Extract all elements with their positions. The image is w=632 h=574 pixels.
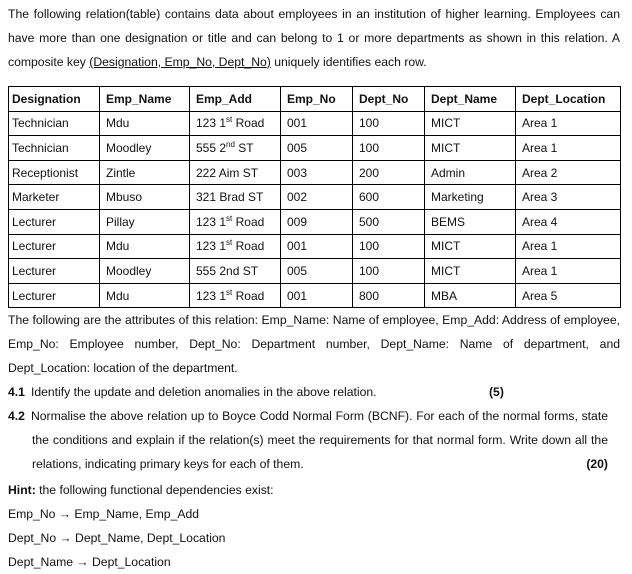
table-cell: 800 <box>353 283 425 308</box>
table-row <box>9 259 621 284</box>
table-cell: 123 1st Road <box>190 209 281 234</box>
table-cell: 555 2nd ST <box>190 136 281 161</box>
table-cell: Area 1 <box>516 259 621 284</box>
table-cell: Lecturer <box>9 209 100 234</box>
table-cell: Area 3 <box>516 185 621 210</box>
column-header: Designation <box>9 87 100 112</box>
table-cell: Mdu <box>100 111 190 136</box>
table-cell: 100 <box>353 234 425 259</box>
table-cell: Area 4 <box>516 209 621 234</box>
table-cell: Area 5 <box>516 283 621 308</box>
table-row <box>9 160 621 185</box>
table-cell: 001 <box>281 234 353 259</box>
functional-dependency: Dept_Name → Dept_Location <box>8 555 171 569</box>
table-row <box>9 111 621 136</box>
table-cell: MICT <box>425 136 516 161</box>
table-cell: Zintle <box>100 160 190 185</box>
table-row <box>9 136 621 161</box>
table-cell: 002 <box>281 185 353 210</box>
table-cell: 003 <box>281 160 353 185</box>
hint-line <box>8 478 274 502</box>
table-cell: 321 Brad ST <box>190 185 281 210</box>
table-cell: 123 1st Road <box>190 111 281 136</box>
intro-paragraph <box>8 2 620 74</box>
table-cell: Admin <box>425 160 516 185</box>
question-text: Identify the update and deletion anomalies in the above relation. <box>30 385 377 399</box>
table-cell: Mbuso <box>100 185 190 210</box>
table-cell: 100 <box>353 136 425 161</box>
intro-text-end: uniquely identifies each row. <box>270 55 427 69</box>
question-marks: (5) <box>489 385 504 399</box>
table-cell: 100 <box>353 111 425 136</box>
table-cell: 009 <box>281 209 353 234</box>
table-cell: 005 <box>281 259 353 284</box>
table-cell: Receptionist <box>9 160 100 185</box>
column-header: Emp_Name <box>100 87 190 112</box>
table-cell: Area 1 <box>516 234 621 259</box>
table-cell: MBA <box>425 283 516 308</box>
column-header: Dept_No <box>353 87 425 112</box>
hint-text: the following functional dependencies exist: <box>35 483 274 497</box>
table-header-row <box>9 87 621 112</box>
hint-label: Hint: <box>8 483 36 497</box>
table-cell: Moodley <box>100 259 190 284</box>
table-cell: 100 <box>353 259 425 284</box>
table-cell: Lecturer <box>9 234 100 259</box>
table-cell: MICT <box>425 259 516 284</box>
table-cell: Lecturer <box>9 259 100 284</box>
table-cell: 123 1st Road <box>190 234 281 259</box>
question-marks: (20) <box>586 457 608 471</box>
table-cell: Mdu <box>100 234 190 259</box>
table-body <box>9 111 621 308</box>
table-cell: Lecturer <box>9 283 100 308</box>
table-row <box>9 283 621 308</box>
table-cell: MICT <box>425 111 516 136</box>
table-cell: Area 1 <box>516 136 621 161</box>
column-header: Emp_Add <box>190 87 281 112</box>
table-cell: 123 1st Road <box>190 283 281 308</box>
question-text: Normalise the above relation up to Boyce Codd Normal Form (BCNF). For each of the normal forms, state the conditions and explain if the relation(s) meet the requirements for that normal form. Write down all the relations, indicating primary keys for each of them. <box>30 409 608 471</box>
employee-relation-table <box>8 86 621 308</box>
table-cell: Marketer <box>9 185 100 210</box>
table-cell: Area 2 <box>516 160 621 185</box>
table-row <box>9 185 621 210</box>
column-header: Dept_Location <box>516 87 621 112</box>
functional-dependency: Dept_No → Dept_Name, Dept_Location <box>8 531 226 545</box>
table-cell: 500 <box>353 209 425 234</box>
column-header: Dept_Name <box>425 87 516 112</box>
question-number: 4.1 <box>8 385 25 399</box>
table-cell: 001 <box>281 283 353 308</box>
table-cell: Mdu <box>100 283 190 308</box>
table-cell: Pillay <box>100 209 190 234</box>
table-cell: 001 <box>281 111 353 136</box>
table-cell: BEMS <box>425 209 516 234</box>
composite-key: (Designation, Emp_No, Dept_No) <box>89 55 271 69</box>
attributes-paragraph: The following are the attributes of this relation: Emp_Name: Name of employee, Emp_Add: Address of employee, Emp_No: Employee number, Dept_No: Department number, Dept_Name: Name of department, and Dept_Location: location of the department. <box>8 313 620 375</box>
functional-dependency: Emp_No → Emp_Name, Emp_Add <box>8 507 200 521</box>
question-number: 4.2 <box>8 409 25 423</box>
table-cell: 222 Aim ST <box>190 160 281 185</box>
table-cell: MICT <box>425 234 516 259</box>
table-cell: 555 2nd ST <box>190 259 281 284</box>
table-cell: Marketing <box>425 185 516 210</box>
table-cell: 005 <box>281 136 353 161</box>
table-cell: Area 1 <box>516 111 621 136</box>
table-cell: 600 <box>353 185 425 210</box>
table-cell: Technician <box>9 136 100 161</box>
question-4-1 <box>8 380 620 404</box>
intro-text: The following relation(table) contains data about employees in an institution of higher learning. Employees can have more than one designation or title and can belong to 1 or more departments as shown in this relation. A composite key <box>8 7 620 69</box>
table-row <box>9 209 621 234</box>
table-cell: Technician <box>9 111 100 136</box>
table-cell: 200 <box>353 160 425 185</box>
table-cell: Moodley <box>100 136 190 161</box>
question-4-2 <box>8 404 620 476</box>
column-header: Emp_No <box>281 87 353 112</box>
table-row <box>9 234 621 259</box>
